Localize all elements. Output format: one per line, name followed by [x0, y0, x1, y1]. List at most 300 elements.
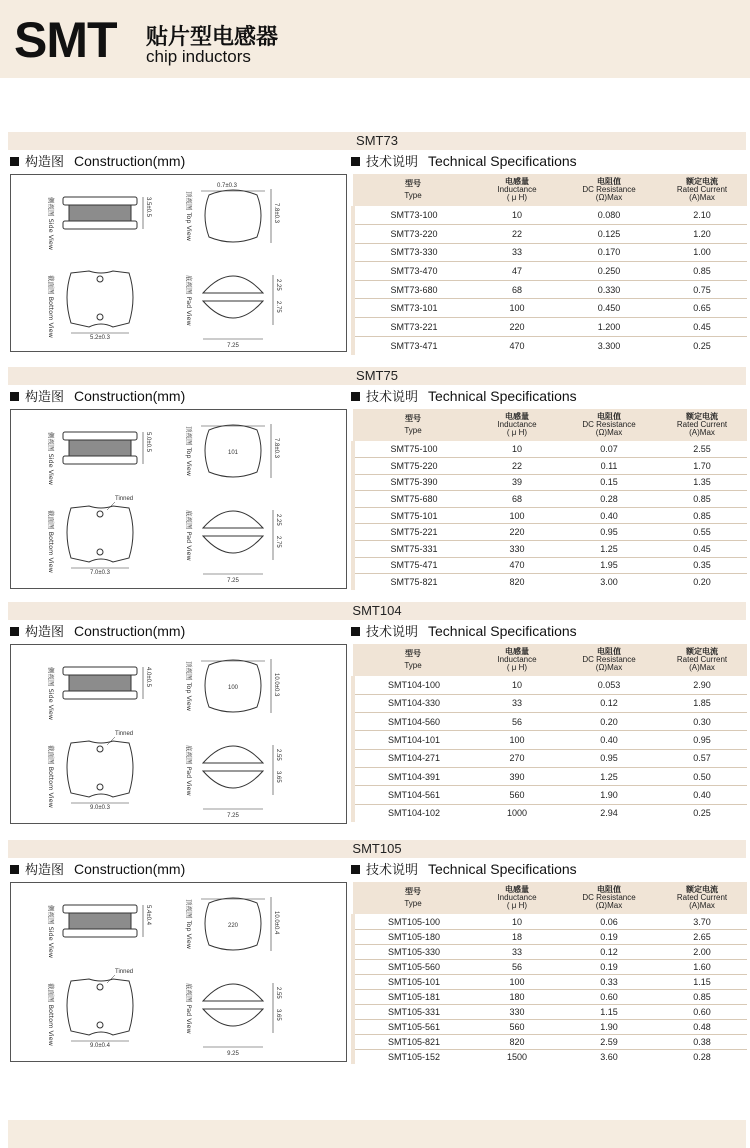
column-header-inductance: 电感量 Inductance ( μ H): [473, 174, 561, 206]
cell-resistance: 3.60: [600, 1051, 618, 1062]
top-height-dim: 10.0±0.4: [273, 911, 279, 935]
section-title: SMT105: [8, 840, 746, 858]
cell-type: SMT105-331: [353, 1004, 473, 1019]
pad-view-drawing: [203, 745, 273, 809]
construction-heading-cn: 构造图: [25, 155, 65, 170]
cell-current: 0.48: [657, 1019, 747, 1034]
cell-type: SMT104-560: [353, 713, 473, 731]
bullet-square-icon: [10, 392, 19, 401]
cell-inductance: 100: [473, 731, 561, 749]
cell-current: 2.65: [657, 929, 747, 944]
table-row: [353, 786, 747, 804]
cell-inductance: 560: [473, 1019, 561, 1034]
top-height-dim: 10.0±0.3: [273, 673, 279, 697]
cell-current: 1.35: [657, 474, 747, 491]
cell-current: 0.45: [657, 318, 747, 337]
cell-inductance: 820: [473, 1034, 561, 1049]
cell-resistance: 0.07: [561, 441, 657, 458]
bottom-view-drawing: [67, 502, 133, 568]
cell-resistance: 1.15: [561, 1004, 657, 1019]
cell-type: SMT73-100: [353, 206, 473, 225]
cell-type: SMT75-331: [353, 541, 473, 558]
cell-current: 1.00: [657, 243, 747, 262]
cell-resistance: 1.25: [561, 767, 657, 785]
side-view-drawing: [63, 197, 143, 229]
cell-resistance: 0.19: [561, 929, 657, 944]
section-title: SMT73: [8, 132, 746, 150]
cell-inductance: 10: [473, 676, 561, 694]
table-header-row: [353, 644, 747, 676]
header-title: SMT: [14, 12, 117, 68]
cell-resistance: 1.90: [561, 786, 657, 804]
cell-resistance: 0.60: [561, 989, 657, 1004]
table-row: [353, 206, 747, 225]
cell-inductance: 1500: [506, 1051, 528, 1062]
top-view-label: 顶视图 Top View: [185, 899, 193, 950]
column-header-type: 型号 Type: [353, 174, 473, 206]
construction-drawing: [10, 644, 347, 824]
table-row: [353, 959, 747, 974]
cell-type: SMT105-152: [353, 1049, 473, 1064]
table-row: [353, 491, 747, 508]
cell-current: 0.85: [657, 989, 747, 1004]
bottom-view-drawing: [67, 975, 133, 1041]
cell-inductance: 470: [473, 557, 561, 574]
product-section: [8, 602, 746, 824]
part-marking: 220: [227, 923, 239, 929]
side-view-drawing: [63, 905, 143, 937]
column-header-type: 型号 Type: [353, 409, 473, 441]
cell-inductance: 68: [473, 491, 561, 508]
table-row: [353, 557, 747, 574]
table-row: [353, 767, 747, 785]
cell-type: SMT105-180: [353, 929, 473, 944]
cell-inductance: 10: [473, 914, 561, 929]
cell-inductance: 180: [473, 989, 561, 1004]
cell-inductance: 820: [509, 577, 525, 588]
spec-heading-en: Technical Specifications: [428, 623, 577, 639]
cell-current: 0.60: [657, 1004, 747, 1019]
table-row: [353, 749, 747, 767]
construction-heading: [10, 152, 185, 172]
bullet-square-icon: [10, 157, 19, 166]
cell-inductance: 220: [473, 318, 561, 337]
cell-type: SMT105-561: [353, 1019, 473, 1034]
cell-inductance: 100: [473, 507, 561, 524]
header-subtitle-cn: 贴片型电感器: [146, 25, 279, 50]
pad-width-dim: 7.25: [227, 343, 239, 349]
cell-resistance: 1.90: [561, 1019, 657, 1034]
side-height-dim: 5.0±0.5: [145, 432, 151, 452]
cell-current: 0.25: [693, 808, 711, 819]
top-width-dim: 0.7±0.3: [217, 183, 237, 189]
table-row: [353, 474, 747, 491]
cell-resistance: 0.20: [561, 713, 657, 731]
cell-current: 0.25: [693, 340, 711, 351]
cell-type: SMT73-220: [353, 225, 473, 244]
section-title: SMT75: [8, 367, 746, 385]
cell-type: SMT105-821: [353, 1034, 473, 1049]
cell-type: SMT73-101: [353, 299, 473, 318]
side-height-dim: 3.5±0.5: [145, 197, 151, 217]
cell-inductance: 33: [473, 944, 561, 959]
table-row: [353, 336, 747, 355]
cell-current: 3.70: [657, 914, 747, 929]
bottom-view-label: 截面图 Bottom View: [47, 510, 55, 573]
table-row: [353, 441, 747, 458]
table-row: [353, 225, 747, 244]
page-footer: [8, 1120, 746, 1148]
cell-resistance: 0.28: [561, 491, 657, 508]
cell-resistance: 0.11: [561, 458, 657, 475]
side-view-label: 侧视图 Side View: [47, 905, 55, 959]
cell-resistance: 0.40: [561, 731, 657, 749]
spec-heading-cn: 技术说明: [366, 390, 419, 405]
spec-table: [351, 174, 747, 355]
cell-inductance: 33: [473, 243, 561, 262]
cell-current: 1.60: [657, 959, 747, 974]
column-header-current: 额定电流 Rated Current (A)Max: [657, 174, 747, 206]
cell-inductance: 220: [473, 524, 561, 541]
tinned-label: Tinned: [115, 731, 134, 737]
cell-type: SMT105-330: [353, 944, 473, 959]
table-row: [353, 944, 747, 959]
tinned-label: Tinned: [115, 496, 134, 502]
cell-type: SMT75-221: [353, 524, 473, 541]
cell-type: SMT73-471: [353, 336, 473, 355]
cell-resistance: 3.300: [597, 340, 621, 351]
table-row: [353, 676, 747, 694]
spec-heading-en: Technical Specifications: [428, 153, 577, 169]
cell-resistance: 3.00: [600, 577, 618, 588]
cell-inductance: 100: [473, 974, 561, 989]
column-header-inductance: 电感量 Inductance ( μ H): [473, 409, 561, 441]
pad-height-dim-2: 3.65: [275, 771, 281, 783]
cell-inductance: 1000: [506, 808, 528, 819]
top-height-dim: 7.8±0.3: [273, 203, 279, 223]
cell-resistance: 0.15: [561, 474, 657, 491]
spec-heading-cn: 技术说明: [366, 625, 419, 640]
tinned-label: Tinned: [115, 969, 134, 975]
top-height-dim: 7.8±0.3: [273, 438, 279, 458]
page-header: [0, 0, 750, 78]
column-header-resistance: 电阻值 DC Resistance (Ω)Max: [561, 644, 657, 676]
construction-drawing: [10, 174, 347, 352]
cell-current: 0.85: [657, 507, 747, 524]
cell-current: 0.50: [657, 767, 747, 785]
bullet-square-icon: [351, 865, 360, 874]
cell-resistance: 0.06: [561, 914, 657, 929]
top-view-label: 顶视图 Top View: [185, 426, 193, 477]
side-height-dim: 4.0±0.5: [145, 667, 151, 687]
cell-current: 1.20: [657, 225, 747, 244]
table-row: [353, 731, 747, 749]
side-view-drawing: [63, 667, 143, 699]
pad-view-label: 底视图 Pad View: [185, 745, 193, 796]
cell-type: SMT75-100: [353, 441, 473, 458]
table-row: [353, 458, 747, 475]
column-header-resistance: 电阻值 DC Resistance (Ω)Max: [561, 174, 657, 206]
construction-drawing: [10, 882, 347, 1062]
bullet-square-icon: [10, 627, 19, 636]
cell-type: SMT75-821: [353, 574, 473, 591]
pad-height-dim-1: 2.25: [275, 514, 281, 526]
cell-current: 2.10: [657, 206, 747, 225]
table-row: [353, 989, 747, 1004]
side-view-drawing: [63, 432, 143, 464]
cell-current: 0.55: [657, 524, 747, 541]
product-section: [8, 367, 746, 590]
cell-type: SMT105-101: [353, 974, 473, 989]
table-row: [353, 974, 747, 989]
cell-resistance: 1.200: [561, 318, 657, 337]
spec-table: [351, 409, 747, 590]
cell-inductance: 10: [473, 441, 561, 458]
cell-current: 2.55: [657, 441, 747, 458]
cell-resistance: 1.95: [561, 557, 657, 574]
cell-inductance: 47: [473, 262, 561, 281]
cell-inductance: 22: [473, 458, 561, 475]
cell-resistance: 2.94: [600, 808, 618, 819]
cell-type: SMT75-390: [353, 474, 473, 491]
top-view-label: 顶视图 Top View: [185, 191, 193, 242]
table-row: [353, 914, 747, 929]
spec-heading-cn: 技术说明: [366, 863, 419, 878]
table-row: [353, 524, 747, 541]
pad-height-dim-2: 2.75: [275, 301, 281, 313]
header-subtitle-en: chip inductors: [146, 47, 251, 66]
cell-type: SMT73-221: [353, 318, 473, 337]
construction-heading: [10, 622, 185, 642]
cell-type: SMT104-330: [353, 694, 473, 712]
pad-view-drawing: [203, 275, 273, 339]
bullet-square-icon: [351, 627, 360, 636]
table-row: [353, 1034, 747, 1049]
pad-height-dim-1: 2.55: [275, 749, 281, 761]
cell-resistance: 0.33: [561, 974, 657, 989]
column-header-current: 额定电流 Rated Current (A)Max: [657, 409, 747, 441]
cell-type: SMT105-100: [353, 914, 473, 929]
column-header-current: 额定电流 Rated Current (A)Max: [657, 644, 747, 676]
construction-drawing: [10, 409, 347, 589]
pad-view-drawing: [203, 983, 273, 1047]
cell-type: SMT75-471: [353, 557, 473, 574]
cell-inductance: 56: [473, 959, 561, 974]
bottom-width-dim: 7.0±0.3: [90, 570, 110, 576]
cell-resistance: 0.95: [561, 524, 657, 541]
cell-current: 0.45: [657, 541, 747, 558]
cell-current: 0.65: [657, 299, 747, 318]
cell-inductance: 390: [473, 767, 561, 785]
bottom-view-drawing: [67, 737, 133, 803]
table-row: [353, 929, 747, 944]
table-header-row: [353, 409, 747, 441]
table-header-row: [353, 882, 747, 914]
bottom-width-dim: 9.0±0.3: [90, 805, 110, 811]
column-header-resistance: 电阻值 DC Resistance (Ω)Max: [561, 882, 657, 914]
cell-current: 2.90: [657, 676, 747, 694]
cell-current: 1.70: [657, 458, 747, 475]
cell-inductance: 560: [473, 786, 561, 804]
cell-current: 2.00: [657, 944, 747, 959]
pad-width-dim: 7.25: [227, 578, 239, 584]
construction-heading-en: Construction(mm): [74, 388, 186, 404]
cell-resistance: 2.59: [561, 1034, 657, 1049]
table-row: [353, 280, 747, 299]
cell-inductance: 39: [473, 474, 561, 491]
bottom-width-dim: 5.2±0.3: [90, 335, 110, 341]
construction-heading-en: Construction(mm): [74, 153, 186, 169]
cell-current: 0.28: [693, 1051, 711, 1062]
pad-view-label: 底视图 Pad View: [185, 983, 193, 1034]
bottom-view-drawing: [67, 271, 133, 333]
column-header-type: 型号 Type: [353, 644, 473, 676]
pad-width-dim: 7.25: [227, 813, 239, 819]
construction-heading: [10, 860, 185, 880]
pad-view-label: 底视图 Pad View: [185, 275, 193, 326]
column-header-resistance: 电阻值 DC Resistance (Ω)Max: [561, 409, 657, 441]
cell-resistance: 0.450: [561, 299, 657, 318]
cell-resistance: 0.080: [561, 206, 657, 225]
spec-heading-en: Technical Specifications: [428, 388, 577, 404]
bottom-width-dim: 9.0±0.4: [90, 1043, 110, 1049]
table-header-row: [353, 174, 747, 206]
bottom-view-label: 截面图 Bottom View: [47, 275, 55, 338]
cell-inductance: 33: [473, 694, 561, 712]
pad-height-dim-2: 2.75: [275, 536, 281, 548]
table-row: [353, 713, 747, 731]
cell-current: 0.85: [657, 491, 747, 508]
bullet-square-icon: [351, 157, 360, 166]
table-row: [353, 694, 747, 712]
table-row: [353, 1019, 747, 1034]
table-row: [353, 262, 747, 281]
spec-heading: [351, 860, 577, 880]
cell-resistance: 0.19: [561, 959, 657, 974]
column-header-inductance: 电感量 Inductance ( μ H): [473, 644, 561, 676]
cell-current: 0.35: [657, 557, 747, 574]
cell-resistance: 0.12: [561, 944, 657, 959]
part-marking: 101: [227, 450, 239, 456]
cell-inductance: 270: [473, 749, 561, 767]
construction-heading-cn: 构造图: [25, 390, 65, 405]
cell-inductance: 330: [473, 541, 561, 558]
cell-type: SMT104-561: [353, 786, 473, 804]
cell-resistance: 0.250: [561, 262, 657, 281]
side-height-dim: 5.4±0.4: [145, 905, 151, 925]
cell-inductance: 18: [473, 929, 561, 944]
bottom-view-label: 截面图 Bottom View: [47, 745, 55, 808]
spec-heading-en: Technical Specifications: [428, 861, 577, 877]
construction-heading-en: Construction(mm): [74, 861, 186, 877]
side-view-label: 侧视图 Side View: [47, 432, 55, 486]
table-row: [353, 1049, 747, 1064]
spec-table: [351, 882, 747, 1064]
cell-current: 0.85: [657, 262, 747, 281]
table-row: [353, 299, 747, 318]
spec-heading-cn: 技术说明: [366, 155, 419, 170]
cell-inductance: 10: [473, 206, 561, 225]
side-view-label: 侧视图 Side View: [47, 197, 55, 251]
table-row: [353, 541, 747, 558]
column-header-type: 型号 Type: [353, 882, 473, 914]
column-header-inductance: 电感量 Inductance ( μ H): [473, 882, 561, 914]
table-row: [353, 804, 747, 822]
pad-width-dim: 9.25: [227, 1051, 239, 1057]
pad-height-dim-1: 2.25: [275, 279, 281, 291]
cell-current: 0.95: [657, 731, 747, 749]
construction-heading-cn: 构造图: [25, 625, 65, 640]
cell-type: SMT104-101: [353, 731, 473, 749]
bullet-square-icon: [351, 392, 360, 401]
top-view-drawing: [201, 189, 271, 243]
column-header-current: 额定电流 Rated Current (A)Max: [657, 882, 747, 914]
pad-view-label: 底视图 Pad View: [185, 510, 193, 561]
construction-heading: [10, 387, 185, 407]
cell-type: SMT104-100: [353, 676, 473, 694]
product-section: [8, 132, 746, 355]
cell-current: 0.20: [693, 577, 711, 588]
cell-current: 0.57: [657, 749, 747, 767]
cell-inductance: 56: [473, 713, 561, 731]
pad-height-dim-1: 2.55: [275, 987, 281, 999]
cell-current: 0.75: [657, 280, 747, 299]
cell-inductance: 470: [509, 340, 525, 351]
cell-resistance: 0.12: [561, 694, 657, 712]
pad-view-drawing: [203, 510, 273, 574]
bottom-view-label: 截面图 Bottom View: [47, 983, 55, 1046]
spec-heading: [351, 152, 577, 172]
cell-type: SMT73-680: [353, 280, 473, 299]
table-row: [353, 574, 747, 591]
cell-resistance: 0.40: [561, 507, 657, 524]
cell-current: 1.15: [657, 974, 747, 989]
cell-type: SMT75-680: [353, 491, 473, 508]
spec-table: [351, 644, 747, 822]
cell-resistance: 1.25: [561, 541, 657, 558]
cell-resistance: 0.125: [561, 225, 657, 244]
table-row: [353, 507, 747, 524]
cell-resistance: 0.95: [561, 749, 657, 767]
construction-heading-en: Construction(mm): [74, 623, 186, 639]
cell-type: SMT73-470: [353, 262, 473, 281]
spec-heading: [351, 387, 577, 407]
cell-resistance: 0.053: [561, 676, 657, 694]
cell-inductance: 330: [473, 1004, 561, 1019]
construction-heading-cn: 构造图: [25, 863, 65, 878]
cell-inductance: 22: [473, 225, 561, 244]
cell-current: 0.40: [657, 786, 747, 804]
product-section: [8, 840, 746, 1064]
table-row: [353, 318, 747, 337]
part-marking: 100: [227, 685, 239, 691]
cell-type: SMT75-101: [353, 507, 473, 524]
cell-resistance: 0.170: [561, 243, 657, 262]
top-view-label: 顶视图 Top View: [185, 661, 193, 712]
cell-type: SMT73-330: [353, 243, 473, 262]
spec-heading: [351, 622, 577, 642]
cell-current: 0.38: [657, 1034, 747, 1049]
cell-current: 0.30: [657, 713, 747, 731]
cell-inductance: 100: [473, 299, 561, 318]
bullet-square-icon: [10, 865, 19, 874]
cell-type: SMT75-220: [353, 458, 473, 475]
cell-type: SMT105-181: [353, 989, 473, 1004]
side-view-label: 侧视图 Side View: [47, 667, 55, 721]
table-row: [353, 243, 747, 262]
cell-resistance: 0.330: [561, 280, 657, 299]
cell-current: 1.85: [657, 694, 747, 712]
